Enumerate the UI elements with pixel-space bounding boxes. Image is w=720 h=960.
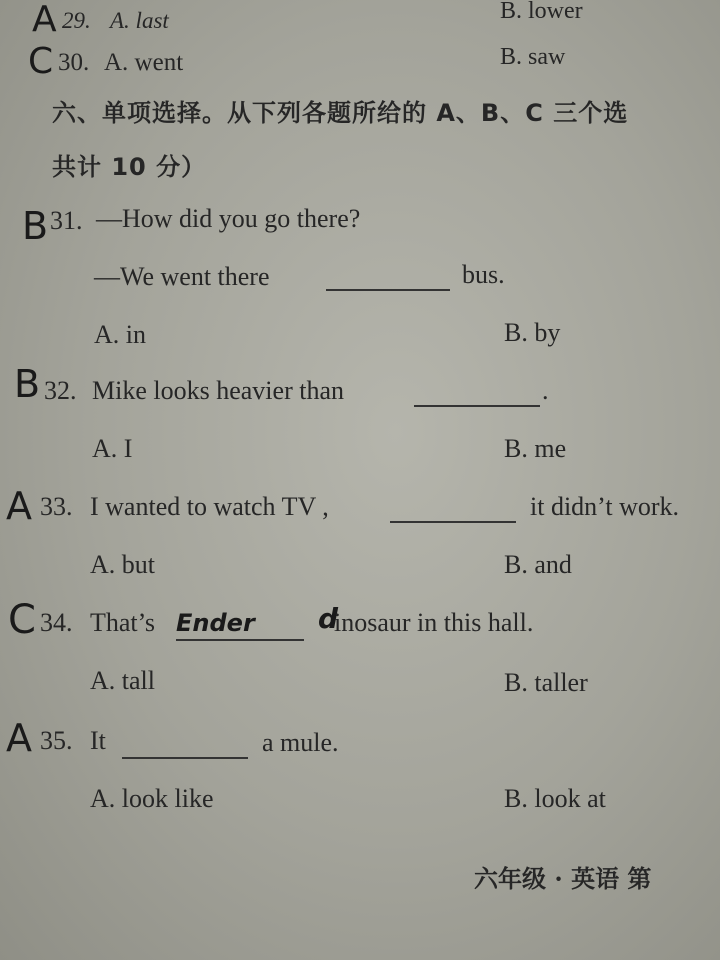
q33-stem-post: it didn’t work. [530,492,680,521]
q34-handwritten-word: Ender [176,609,255,637]
q34-option-b: B. taller [504,668,588,697]
q32-number: 32. [44,376,77,405]
q29-number: 29. [62,8,91,33]
q34-option-a: A. tall [90,666,155,695]
handwritten-answer-29: A [32,0,57,40]
handwritten-answer-31: B [22,204,49,248]
q31-line2-post: bus. [462,260,505,289]
section-heading: 六、单项选择。从下列各题所给的 A、B、C 三个选 [52,99,629,127]
q35-blank [122,756,248,759]
q30-option-a: A. went [104,49,184,76]
page-footer: 六年级 · 英语 第 [474,864,652,893]
q34-number: 34. [40,608,73,637]
q34-blank [176,638,304,641]
q29-option-b: B. lower [500,0,583,24]
q32-blank [414,404,540,407]
q35-number: 35. [40,726,73,755]
handwritten-answer-32: B [14,362,41,406]
q31-line2-pre: —We went there [94,262,270,291]
q31-option-b: B. by [504,318,561,347]
q34-stem-post: inosaur in this hall. [334,608,534,637]
q35-stem-post: a mule. [262,728,339,757]
q32-option-a: A. I [92,434,133,463]
q33-option-a: A. but [90,550,155,579]
q33-stem-pre: I wanted to watch TV , [90,492,329,521]
q30-number: 30. [58,49,90,76]
section-heading-cont: 共计 10 分） [52,153,207,181]
handwritten-answer-35: A [6,716,32,760]
q29-option-a: A. last [110,8,169,33]
q33-option-b: B. and [504,550,572,579]
q35-option-b: B. look at [504,784,606,813]
q31-line1: —How did you go there? [96,204,361,233]
q35-stem-pre: It [90,726,106,755]
handwritten-answer-33: A [6,484,32,528]
q30-option-b: B. saw [500,44,566,70]
q31-blank [326,288,450,291]
q35-option-a: A. look like [90,784,214,813]
handwritten-answer-34: C [8,597,36,643]
handwritten-answer-30: C [28,41,54,82]
q31-number: 31. [50,206,83,235]
q34-stem-pre: That’s [90,608,155,637]
q32-option-b: B. me [504,434,567,463]
q33-number: 33. [40,492,73,521]
q32-stem: Mike looks heavier than [92,376,344,405]
q32-stem-end: . [542,376,549,405]
q34-handwritten-mark: d [318,602,339,635]
q33-blank [390,520,516,523]
q31-option-a: A. in [94,320,146,349]
